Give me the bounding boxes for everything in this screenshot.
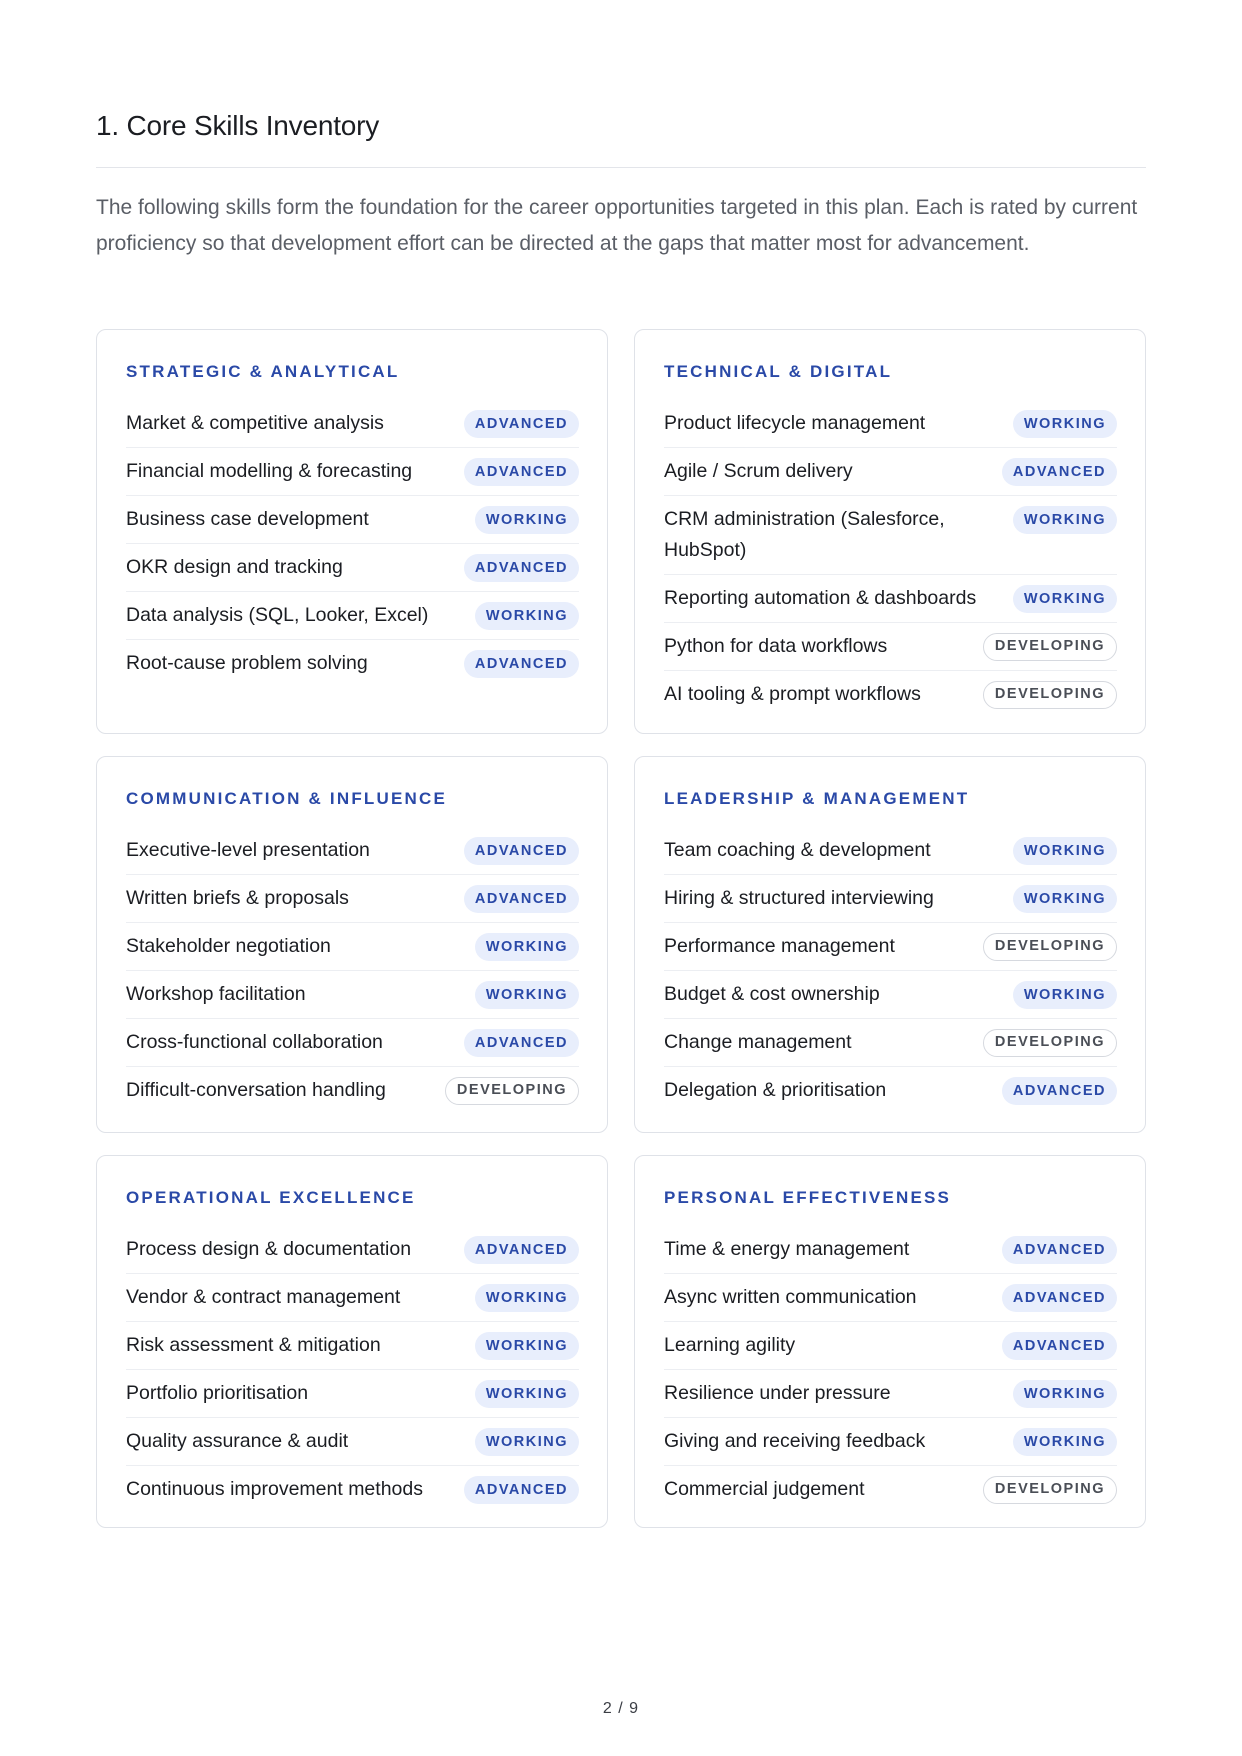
skill-name: Process design & documentation [126, 1238, 412, 1260]
skill-row [664, 496, 1117, 575]
skill-row [126, 1019, 579, 1067]
proficiency-badge: ADVANCED [464, 837, 579, 865]
skill-name: Written briefs & proposals [126, 887, 349, 909]
skill-row [664, 575, 1117, 623]
proficiency-badge: DEVELOPING [983, 681, 1117, 709]
skill-name: Budget & cost ownership [664, 983, 880, 1005]
skill-row [126, 544, 579, 592]
skill-row [126, 971, 579, 1019]
proficiency-badge: WORKING [475, 506, 579, 534]
skill-name: Commercial judgement [664, 1478, 865, 1500]
proficiency-badge: DEVELOPING [445, 1077, 579, 1105]
skill-list [126, 1226, 579, 1513]
skill-row [664, 1322, 1117, 1370]
skill-row [126, 640, 579, 687]
skill-row [664, 1067, 1117, 1114]
proficiency-badge: WORKING [1013, 837, 1117, 865]
section-intro: The following skills form the foundation for the career opportunities targeted in this plan. Each is rated by current proficiency so that development effort can be directed at the gaps that matter most for advancement. [96, 196, 1138, 255]
skill-name: Cross-functional collaboration [126, 1031, 383, 1053]
skill-list [664, 827, 1117, 1114]
card-title: PERSONAL EFFECTIVENESS [664, 1188, 952, 1207]
skill-name: Learning agility [664, 1334, 796, 1356]
skill-name: Risk assessment & mitigation [126, 1334, 381, 1356]
skill-name: OKR design and tracking [126, 556, 343, 578]
skill-row [126, 1418, 579, 1466]
skill-name: Async written communication [664, 1286, 917, 1308]
proficiency-badge: WORKING [1013, 506, 1117, 534]
proficiency-badge: DEVELOPING [983, 933, 1117, 961]
skill-name: Data analysis (SQL, Looker, Excel) [126, 604, 429, 626]
skill-row [126, 923, 579, 971]
skill-row [664, 875, 1117, 923]
skill-card-operational-excellence [96, 1155, 608, 1528]
skill-row [664, 671, 1117, 718]
proficiency-badge: ADVANCED [464, 458, 579, 486]
skill-name: Stakeholder negotiation [126, 935, 331, 957]
proficiency-badge: ADVANCED [464, 650, 579, 678]
skill-row [126, 400, 579, 448]
title-divider [96, 167, 1146, 168]
skill-card-communication-influence [96, 756, 608, 1133]
skill-row [126, 448, 579, 496]
skill-list [664, 400, 1117, 718]
skill-name: Agile / Scrum delivery [664, 460, 853, 482]
skill-list [126, 827, 579, 1114]
proficiency-badge: WORKING [475, 1284, 579, 1312]
skill-name: Executive-level presentation [126, 839, 370, 861]
skill-row [664, 1226, 1117, 1274]
proficiency-badge: WORKING [1013, 981, 1117, 1009]
skill-list [126, 400, 579, 687]
skill-name: Resilience under pressure [664, 1382, 891, 1404]
proficiency-badge: DEVELOPING [983, 633, 1117, 661]
proficiency-badge: ADVANCED [464, 410, 579, 438]
skill-name: Python for data workflows [664, 635, 888, 657]
card-title: LEADERSHIP & MANAGEMENT [664, 789, 970, 808]
skill-name: Team coaching & development [664, 839, 931, 861]
proficiency-badge: DEVELOPING [983, 1476, 1117, 1504]
proficiency-badge: ADVANCED [1002, 1077, 1117, 1105]
skill-row [664, 827, 1117, 875]
skill-name: Product lifecycle management [664, 412, 926, 434]
skill-row [664, 623, 1117, 671]
skill-row [126, 1466, 579, 1513]
skill-name: Market & competitive analysis [126, 412, 384, 434]
skill-row [126, 875, 579, 923]
section-title: 1. Core Skills Inventory [96, 110, 380, 141]
proficiency-badge: ADVANCED [464, 1029, 579, 1057]
skill-name: Quality assurance & audit [126, 1430, 349, 1452]
proficiency-badge: WORKING [475, 1428, 579, 1456]
skill-row [126, 1067, 579, 1114]
proficiency-badge: WORKING [475, 933, 579, 961]
proficiency-badge: WORKING [1013, 1380, 1117, 1408]
skill-row [664, 400, 1117, 448]
skill-name: Workshop facilitation [126, 983, 306, 1005]
skill-name: Difficult-conversation handling [126, 1079, 386, 1101]
skill-row [664, 1019, 1117, 1067]
proficiency-badge: ADVANCED [1002, 458, 1117, 486]
card-title: COMMUNICATION & INFLUENCE [126, 789, 447, 808]
skill-row [664, 448, 1117, 496]
skill-row [126, 592, 579, 640]
skill-name: Giving and receiving feedback [664, 1430, 926, 1452]
proficiency-badge: WORKING [475, 981, 579, 1009]
skill-row [126, 1322, 579, 1370]
skill-card-strategic-analytical [96, 329, 608, 734]
skill-name: Time & energy management [664, 1238, 910, 1260]
skill-name: Continuous improvement methods [126, 1478, 423, 1500]
proficiency-badge: WORKING [1013, 1428, 1117, 1456]
proficiency-badge: WORKING [1013, 585, 1117, 613]
skill-name: Financial modelling & forecasting [126, 460, 413, 482]
proficiency-badge: WORKING [1013, 410, 1117, 438]
skill-row [126, 496, 579, 544]
proficiency-badge: ADVANCED [1002, 1284, 1117, 1312]
card-title: TECHNICAL & DIGITAL [664, 362, 893, 381]
skill-row [664, 971, 1117, 1019]
skill-row [126, 1274, 579, 1322]
skill-row [664, 1418, 1117, 1466]
skill-row [126, 1370, 579, 1418]
skill-row [664, 1370, 1117, 1418]
skill-name: Hiring & structured interviewing [664, 887, 934, 909]
skill-row [664, 1274, 1117, 1322]
skill-name: Portfolio prioritisation [126, 1382, 309, 1404]
page-number: 2 / 9 [602, 1700, 640, 1717]
proficiency-badge: ADVANCED [464, 1476, 579, 1504]
skill-name: Reporting automation & dashboards [664, 587, 977, 609]
card-title: OPERATIONAL EXCELLENCE [126, 1188, 416, 1207]
proficiency-badge: WORKING [475, 1332, 579, 1360]
proficiency-badge: ADVANCED [464, 554, 579, 582]
skill-row [664, 1466, 1117, 1513]
card-title: STRATEGIC & ANALYTICAL [126, 362, 400, 381]
skill-name: Business case development [126, 508, 369, 530]
proficiency-badge: DEVELOPING [983, 1029, 1117, 1057]
skill-card-technical-digital [634, 329, 1146, 734]
skill-row [126, 827, 579, 875]
proficiency-badge: WORKING [475, 1380, 579, 1408]
skill-card-leadership-management [634, 756, 1146, 1133]
skill-name: AI tooling & prompt workflows [664, 683, 921, 705]
proficiency-badge: ADVANCED [1002, 1332, 1117, 1360]
proficiency-badge: ADVANCED [464, 885, 579, 913]
skill-name: CRM administration (Salesforce, HubSpot) [664, 508, 945, 561]
skill-row [664, 923, 1117, 971]
skill-card-personal-effectiveness [634, 1155, 1146, 1528]
skill-name: Vendor & contract management [126, 1286, 401, 1308]
proficiency-badge: WORKING [1013, 885, 1117, 913]
skill-name: Root-cause problem solving [126, 652, 368, 674]
skill-name: Delegation & prioritisation [664, 1079, 887, 1101]
skill-name: Change management [664, 1031, 852, 1053]
skill-row [126, 1226, 579, 1274]
skill-list [664, 1226, 1117, 1513]
proficiency-badge: ADVANCED [464, 1236, 579, 1264]
proficiency-badge: ADVANCED [1002, 1236, 1117, 1264]
skill-name: Performance management [664, 935, 895, 957]
proficiency-badge: WORKING [475, 602, 579, 630]
